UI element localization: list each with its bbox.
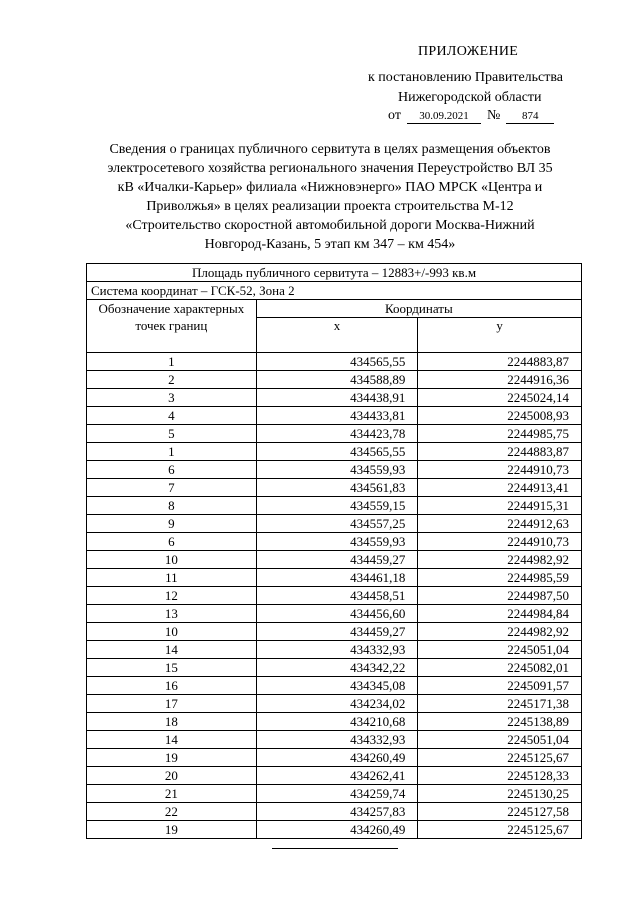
point-cell: 14 xyxy=(87,731,257,749)
point-cell: 1 xyxy=(87,443,257,461)
table-row xyxy=(87,749,582,767)
table-row xyxy=(87,515,582,533)
x-cell: 434559,93 xyxy=(256,533,418,551)
point-cell: 13 xyxy=(87,605,257,623)
point-cell: 8 xyxy=(87,497,257,515)
point-cell: 6 xyxy=(87,461,257,479)
y-cell: 2245171,38 xyxy=(418,695,582,713)
footer-rule xyxy=(272,848,398,849)
resolution-number: 874 xyxy=(506,110,554,124)
y-cell: 2245130,25 xyxy=(418,785,582,803)
y-cell: 2245125,67 xyxy=(418,821,582,839)
points-column-header: Обозначение характерных точек границ xyxy=(87,300,257,353)
table-row xyxy=(87,803,582,821)
x-cell: 434260,49 xyxy=(256,821,418,839)
table-row xyxy=(87,425,582,443)
point-cell: 17 xyxy=(87,695,257,713)
coordinates-table xyxy=(86,263,582,839)
point-cell: 10 xyxy=(87,623,257,641)
x-cell: 434559,93 xyxy=(256,461,418,479)
point-cell: 4 xyxy=(87,407,257,425)
table-row xyxy=(87,461,582,479)
point-cell: 20 xyxy=(87,767,257,785)
table-row xyxy=(87,497,582,515)
table-row xyxy=(87,479,582,497)
table-row xyxy=(87,569,582,587)
point-cell: 11 xyxy=(87,569,257,587)
table-row xyxy=(87,731,582,749)
y-cell: 2244910,73 xyxy=(418,461,582,479)
x-cell: 434557,25 xyxy=(256,515,418,533)
y-cell: 2244987,50 xyxy=(418,587,582,605)
point-cell: 9 xyxy=(87,515,257,533)
heading-line: Сведения о границах публичного сервитута в целях размещения объектов xyxy=(109,142,551,157)
coordinates-table-body xyxy=(87,353,582,839)
table-row xyxy=(87,767,582,785)
x-cell: 434456,60 xyxy=(256,605,418,623)
heading-line: Приволжья» в целях реализации проекта строительства М-12 xyxy=(146,199,514,214)
y-cell: 2244915,31 xyxy=(418,497,582,515)
coordinate-system-row: Система координат – ГСК-52, Зона 2 xyxy=(87,282,582,300)
x-cell: 434565,55 xyxy=(256,443,418,461)
x-cell: 434345,08 xyxy=(256,677,418,695)
y-cell: 2244913,41 xyxy=(418,479,582,497)
x-cell: 434459,27 xyxy=(256,623,418,641)
x-cell: 434234,02 xyxy=(256,695,418,713)
y-cell: 2244912,63 xyxy=(418,515,582,533)
y-cell: 2244985,75 xyxy=(418,425,582,443)
x-cell: 434459,27 xyxy=(256,551,418,569)
appendix-resolution-line: к постановлению Правительства xyxy=(368,70,564,85)
x-cell: 434438,91 xyxy=(256,389,418,407)
x-cell: 434257,83 xyxy=(256,803,418,821)
table-row xyxy=(87,551,582,569)
y-cell: 2245138,89 xyxy=(418,713,582,731)
point-cell: 15 xyxy=(87,659,257,677)
table-row xyxy=(87,821,582,839)
y-cell: 2244982,92 xyxy=(418,623,582,641)
point-cell: 12 xyxy=(87,587,257,605)
y-cell: 2245024,14 xyxy=(418,389,582,407)
x-cell: 434262,41 xyxy=(256,767,418,785)
resolution-date: 30.09.2021 xyxy=(407,110,481,124)
x-cell: 434559,15 xyxy=(256,497,418,515)
table-row xyxy=(87,533,582,551)
y-cell: 2245128,33 xyxy=(418,767,582,785)
appendix-date-number-line xyxy=(388,108,554,124)
x-cell: 434332,93 xyxy=(256,731,418,749)
document-heading xyxy=(80,140,580,254)
y-cell: 2244982,92 xyxy=(418,551,582,569)
table-row xyxy=(87,785,582,803)
point-cell: 21 xyxy=(87,785,257,803)
x-cell: 434565,55 xyxy=(256,353,418,371)
table-row xyxy=(87,605,582,623)
point-cell: 18 xyxy=(87,713,257,731)
point-cell: 7 xyxy=(87,479,257,497)
point-cell: 19 xyxy=(87,821,257,839)
point-cell: 10 xyxy=(87,551,257,569)
y-cell: 2244910,73 xyxy=(418,533,582,551)
y-cell: 2245127,58 xyxy=(418,803,582,821)
x-cell: 434458,51 xyxy=(256,587,418,605)
point-cell: 16 xyxy=(87,677,257,695)
y-cell: 2245125,67 xyxy=(418,749,582,767)
table-row xyxy=(87,623,582,641)
table-row xyxy=(87,695,582,713)
table-row xyxy=(87,443,582,461)
x-cell: 434561,83 xyxy=(256,479,418,497)
x-cell: 434259,74 xyxy=(256,785,418,803)
heading-line: «Строительство скоростной автомобильной дороги Москва-Нижний xyxy=(125,218,535,233)
y-cell: 2245008,93 xyxy=(418,407,582,425)
x-cell: 434332,93 xyxy=(256,641,418,659)
point-cell: 5 xyxy=(87,425,257,443)
x-cell: 434342,22 xyxy=(256,659,418,677)
servitude-area-row: Площадь публичного сервитута – 12883+/-993 кв.м xyxy=(87,264,582,282)
heading-line: Новгород-Казань, 5 этап км 347 – км 454» xyxy=(204,237,456,252)
appendix-title: ПРИЛОЖЕНИЕ xyxy=(418,44,519,59)
y-cell: 2244883,87 xyxy=(418,443,582,461)
table-row xyxy=(87,677,582,695)
x-cell: 434210,68 xyxy=(256,713,418,731)
point-cell: 22 xyxy=(87,803,257,821)
table-row xyxy=(87,641,582,659)
y-cell: 2244984,84 xyxy=(418,605,582,623)
number-sign: № xyxy=(486,108,501,123)
table-row xyxy=(87,407,582,425)
x-column-header: x xyxy=(256,318,418,353)
coordinates-column-header: Координаты xyxy=(256,300,581,318)
date-prefix: от xyxy=(388,108,401,123)
table-row xyxy=(87,659,582,677)
appendix-block xyxy=(0,0,640,130)
y-column-header: y xyxy=(418,318,582,353)
x-cell: 434260,49 xyxy=(256,749,418,767)
x-cell: 434423,78 xyxy=(256,425,418,443)
x-cell: 434461,18 xyxy=(256,569,418,587)
y-cell: 2244985,59 xyxy=(418,569,582,587)
table-row xyxy=(87,389,582,407)
point-cell: 14 xyxy=(87,641,257,659)
point-cell: 2 xyxy=(87,371,257,389)
x-cell: 434433,81 xyxy=(256,407,418,425)
y-cell: 2245051,04 xyxy=(418,641,582,659)
y-cell: 2245082,01 xyxy=(418,659,582,677)
y-cell: 2244916,36 xyxy=(418,371,582,389)
point-cell: 19 xyxy=(87,749,257,767)
y-cell: 2244883,87 xyxy=(418,353,582,371)
heading-line: кВ «Ичалки-Карьер» филиала «Нижновэнерго» ПАО МРСК «Центра и xyxy=(117,180,543,195)
point-cell: 1 xyxy=(87,353,257,371)
point-cell: 6 xyxy=(87,533,257,551)
appendix-region-line: Нижегородской области xyxy=(398,90,542,105)
table-row xyxy=(87,371,582,389)
table-row xyxy=(87,713,582,731)
y-cell: 2245051,04 xyxy=(418,731,582,749)
table-row xyxy=(87,353,582,371)
y-cell: 2245091,57 xyxy=(418,677,582,695)
table-row xyxy=(87,587,582,605)
x-cell: 434588,89 xyxy=(256,371,418,389)
heading-line: электросетевого хозяйства регионального значения Переустройство ВЛ 35 xyxy=(107,161,553,176)
point-cell: 3 xyxy=(87,389,257,407)
